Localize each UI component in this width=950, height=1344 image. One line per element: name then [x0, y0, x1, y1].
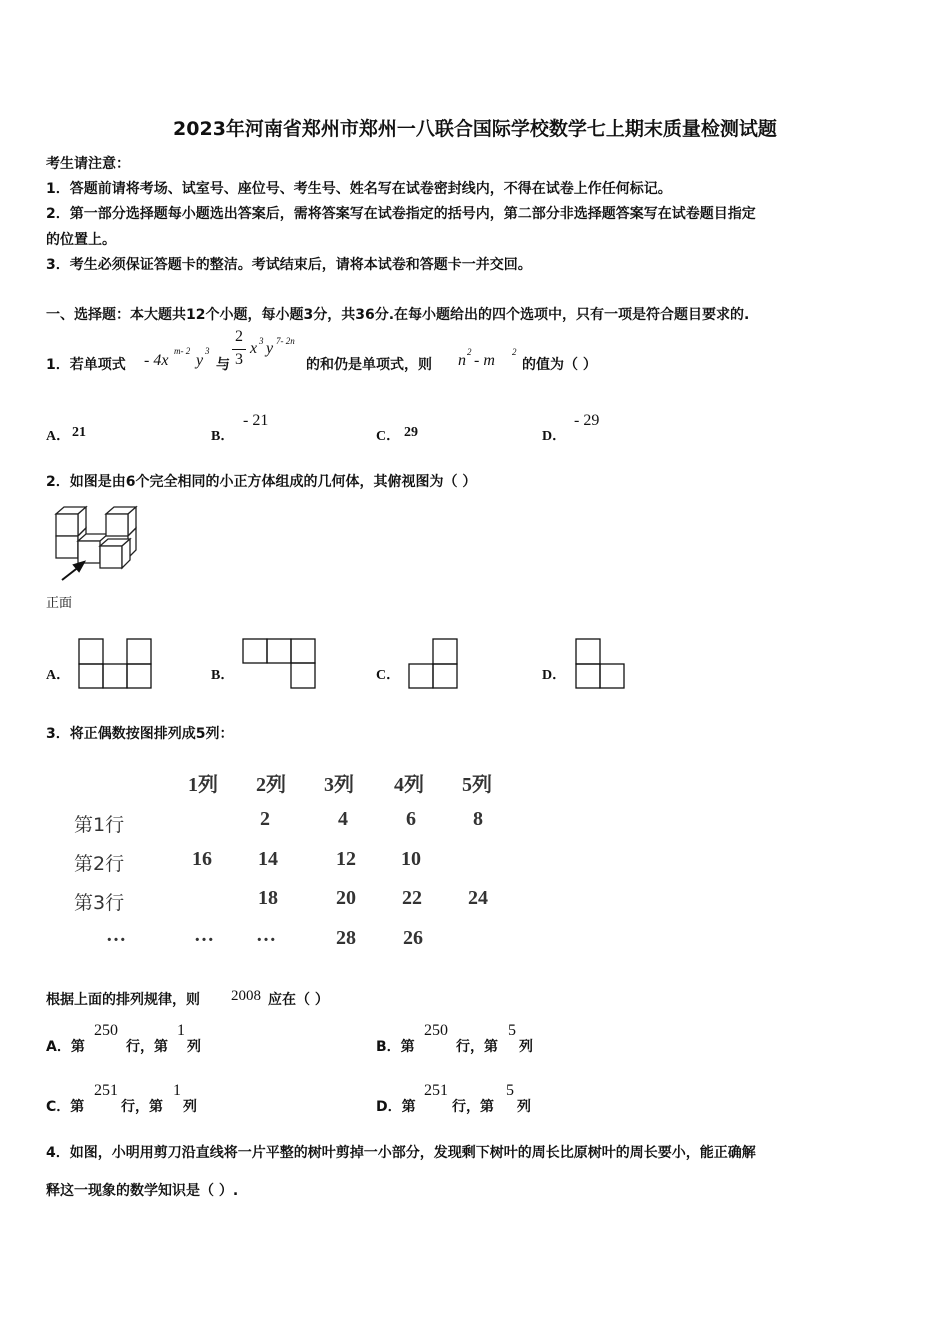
q2-option-d-figure	[575, 638, 627, 690]
q3-option-c-row: 251	[94, 1082, 118, 1099]
q3-option-a-col: 1	[177, 1022, 185, 1039]
q1-term1: - 4x	[144, 352, 169, 369]
table-cell: 20	[336, 887, 356, 909]
table-header-col1: 1列	[188, 774, 218, 796]
q3-option-c-col: 1	[173, 1082, 181, 1099]
q3-option-b-end: 列	[519, 1039, 533, 1055]
q1-expr-n-exp: 2	[467, 347, 472, 357]
q3-text: 3．将正偶数按图排列成5列：	[46, 726, 234, 742]
table-row-label: 第1行	[74, 814, 125, 836]
q3-option-d-mid: 行，第	[452, 1099, 494, 1115]
q2-text: 2．如图是由6个完全相同的小正方体组成的几何体，其俯视图为（ ）	[46, 474, 477, 490]
q1-expr-m-exp: 2	[512, 347, 517, 357]
q1-frac-num: 2	[235, 328, 243, 345]
q3-option-c-label: C．第	[46, 1099, 85, 1115]
q1-frac-bar	[232, 349, 246, 350]
q3-option-d-end: 列	[517, 1099, 531, 1115]
table-cell: 22	[402, 887, 422, 909]
table-cell: 28	[336, 927, 356, 949]
notice-line-1: 1．答题前请将考场、试室号、座位号、考生号、姓名写在试卷密封线内，不得在试卷上作任何标记。	[46, 181, 672, 197]
q1-expr-minus: - m	[474, 352, 495, 369]
table-header-col5: 5列	[462, 774, 492, 796]
table-cell: 16	[192, 848, 212, 870]
q3-option-c-mid: 行，第	[121, 1099, 163, 1115]
table-cell: 26	[403, 927, 423, 949]
q3-option-d-label: D．第	[376, 1099, 416, 1115]
q1-option-a-value: 21	[72, 425, 86, 440]
table-cell: 6	[406, 808, 416, 830]
q2-option-d[interactable]: D．	[542, 668, 567, 683]
table-cell: …	[194, 924, 214, 946]
q3-option-a-row: 250	[94, 1022, 118, 1039]
q3-rule-suffix: 应在（ ）	[268, 992, 329, 1008]
q3-option-c-end: 列	[183, 1099, 197, 1115]
q3-option-b-mid: 行，第	[456, 1039, 498, 1055]
q1-option-b-value: - 21	[243, 412, 269, 429]
table-cell: 24	[468, 887, 488, 909]
notice-line-2a: 2．第一部分选择题每小题选出答案后，需将答案写在试卷指定的括号内，第二部分非选择题答案写在试卷题目指定	[46, 206, 756, 222]
notice-line-2b: 的位置上。	[46, 232, 116, 248]
q1-mid: 的和仍是单项式，则	[306, 357, 432, 373]
table-header-col3: 3列	[324, 774, 354, 796]
q3-option-d-row: 251	[424, 1082, 448, 1099]
table-cell: 8	[473, 808, 483, 830]
q2-option-a[interactable]: A．	[46, 668, 71, 683]
q3-option-a-end: 列	[187, 1039, 201, 1055]
q2-option-b-figure	[242, 638, 316, 690]
q1-term2-y: y	[266, 340, 274, 357]
q1-term2-x: x	[250, 340, 258, 357]
q1-with: 与	[216, 357, 230, 373]
q2-option-a-figure	[78, 638, 152, 690]
page-title: 2023年河南省郑州市郑州一八联合国际学校数学七上期末质量检测试题	[173, 118, 777, 140]
q1-expr-n: n	[458, 352, 466, 369]
q1-term1-y: y	[196, 352, 204, 369]
table-row-label: 第2行	[74, 853, 125, 875]
cube-solid-figure	[48, 502, 148, 582]
q1-option-c-label[interactable]: C．	[376, 429, 401, 444]
q3-rule-prefix: 根据上面的排列规律，则	[46, 992, 200, 1008]
q1-frac-den: 3	[235, 351, 243, 368]
q2-option-c-figure	[408, 638, 460, 690]
q1-term1-yexp: 3	[205, 346, 210, 356]
q1-suffix: 的值为（ ）	[522, 357, 597, 373]
q2-option-c[interactable]: C．	[376, 668, 401, 683]
section-heading: 一、选择题：本大题共12个小题，每小题3分，共36分.在每小题给出的四个选项中，只有一项是符合题目要求的.	[46, 307, 750, 323]
table-cell: …	[256, 924, 276, 946]
q1-option-d-value: - 29	[574, 412, 600, 429]
q1-prefix: 1．若单项式	[46, 357, 126, 373]
table-row-label: …	[106, 924, 126, 946]
table-cell: 10	[401, 848, 421, 870]
q1-term2-yexp: 7- 2n	[276, 336, 295, 346]
notice-heading: 考生请注意：	[46, 156, 130, 172]
q3-option-b-row: 250	[424, 1022, 448, 1039]
q3-option-b-label: B．第	[376, 1039, 415, 1055]
q2-option-b[interactable]: B．	[211, 668, 235, 683]
front-label: 正面	[46, 596, 73, 611]
table-cell: 14	[258, 848, 278, 870]
table-row-label: 第3行	[74, 892, 125, 914]
table-header-col2: 2列	[256, 774, 286, 796]
q3-option-b-col: 5	[508, 1022, 516, 1039]
table-cell: 2	[260, 808, 270, 830]
q3-option-d-col: 5	[506, 1082, 514, 1099]
q4-line-2: 释这一现象的数学知识是（ ）.	[46, 1183, 239, 1199]
table-cell: 18	[258, 887, 278, 909]
table-header-col4: 4列	[394, 774, 424, 796]
q1-term1-exp: m- 2	[174, 346, 191, 356]
q3-rule-number: 2008	[231, 988, 261, 1004]
notice-line-3: 3．考生必须保证答题卡的整洁。考试结束后，请将本试卷和答题卡一并交回。	[46, 257, 532, 273]
table-cell: 12	[336, 848, 356, 870]
q4-line-1: 4．如图，小明用剪刀沿直线将一片平整的树叶剪掉一小部分，发现剩下树叶的周长比原树叶的周长要小，能正确解	[46, 1145, 756, 1161]
q1-option-b-label[interactable]: B．	[211, 429, 235, 444]
q3-option-a-label: A．第	[46, 1039, 85, 1055]
table-cell: 4	[338, 808, 348, 830]
q3-option-a-mid: 行，第	[126, 1039, 168, 1055]
q1-term2-xexp: 3	[259, 336, 264, 346]
q1-option-c-value: 29	[404, 425, 418, 440]
q1-option-a-label[interactable]: A．	[46, 429, 71, 444]
q1-option-d-label[interactable]: D．	[542, 429, 567, 444]
